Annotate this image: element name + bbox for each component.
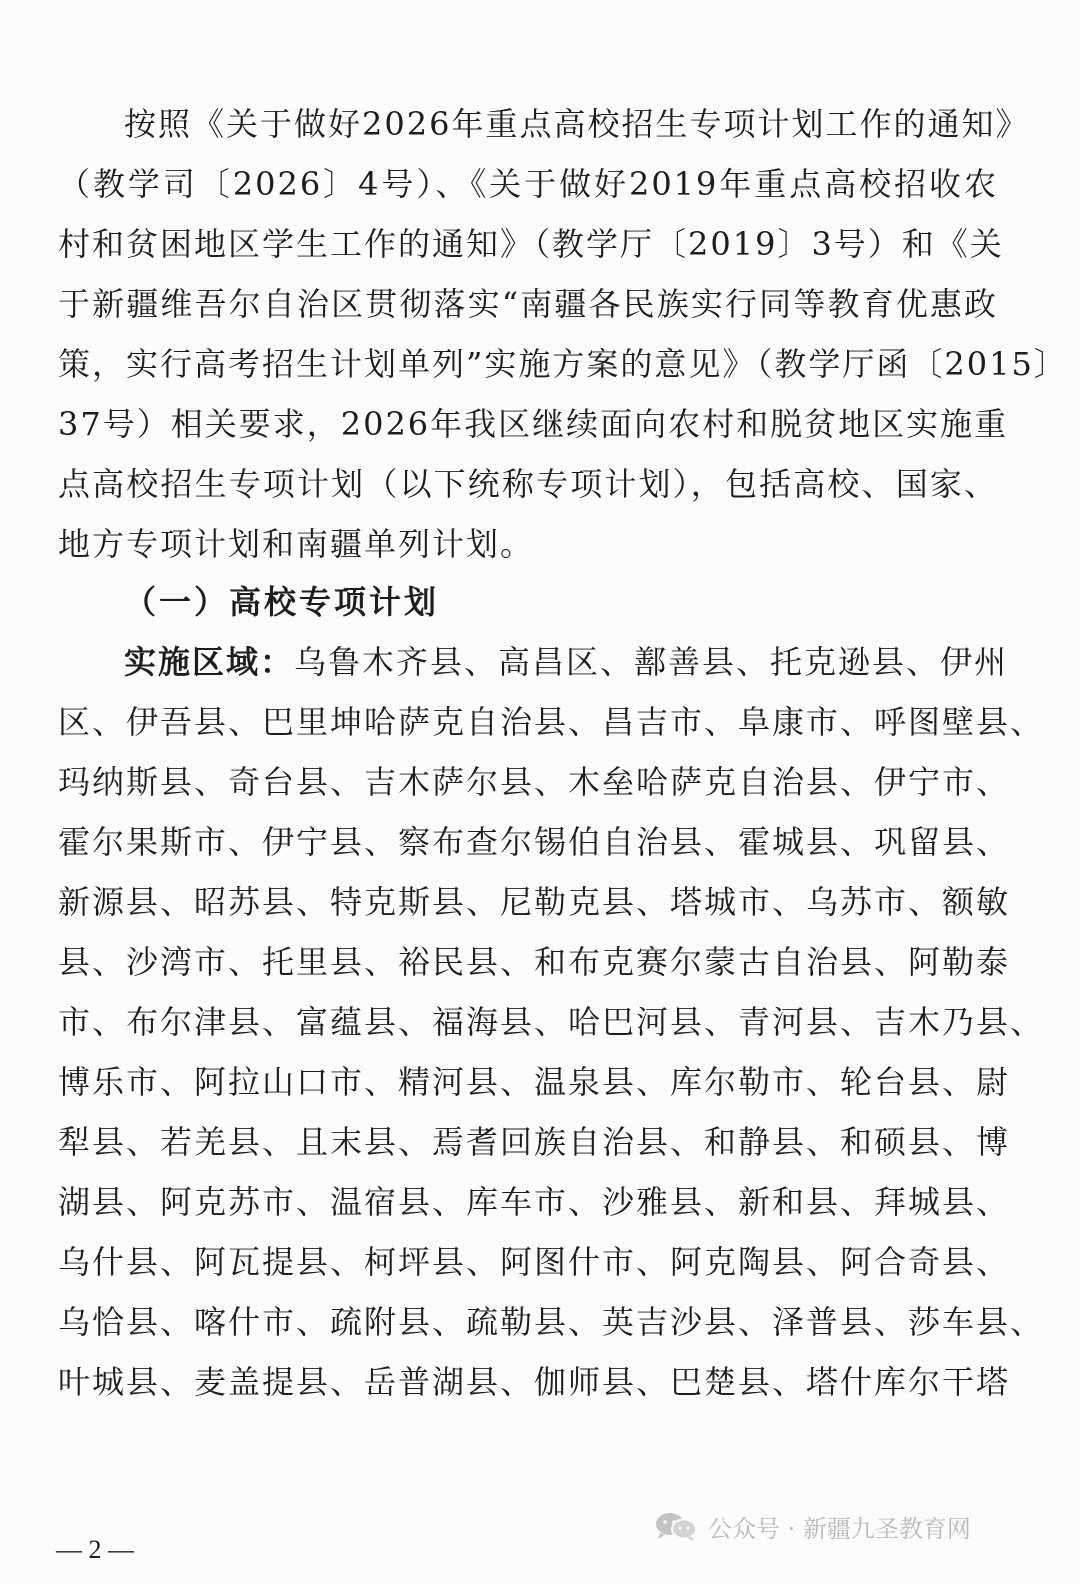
section-heading: （一）高校专项计划 xyxy=(124,583,440,621)
paragraph-line: 于新疆维吾尔自治区贯彻落实“南疆各民族实行同等教育优惠政 xyxy=(58,285,998,323)
paragraph-line: 村和贫困地区学生工作的通知》（教学厅〔2019〕3号）和《关 xyxy=(58,225,1004,263)
paragraph-line: 湖县、阿克苏市、温宿县、库车市、沙雅县、新和县、拜城县、 xyxy=(58,1183,1011,1221)
paragraph-line: 玛纳斯县、奇台县、吉木萨尔县、木垒哈萨克自治县、伊宁市、 xyxy=(58,763,1011,801)
paragraph-line: 37号）相关要求，2026年我区继续面向农村和脱贫地区实施重 xyxy=(58,405,1009,443)
paragraph-line: 县、沙湾市、托里县、裕民县、和布克赛尔蒙古自治县、阿勒泰 xyxy=(58,943,1011,981)
paragraph-line: 犁县、若羌县、且末县、焉耆回族自治县、和静县、和硕县、博 xyxy=(58,1123,1011,1161)
paragraph-line: 市、布尔津县、富蕴县、福海县、哈巴河县、青河县、吉木乃县、 xyxy=(58,1003,1045,1041)
paragraph-line: 按照《关于做好2026年重点高校招生专项计划工作的通知》 xyxy=(124,105,1030,143)
paragraph-line: 地方专项计划和南疆单列计划。 xyxy=(58,525,535,563)
watermark-text: 公众号 · 新疆九圣教育网 xyxy=(708,1514,971,1543)
paragraph-text: 乌鲁木齐县、高昌区、鄯善县、托克逊县、伊州 xyxy=(294,643,1009,681)
paragraph-line: 霍尔果斯市、伊宁县、察布查尔锡伯自治县、霍城县、巩留县、 xyxy=(58,823,1011,861)
paragraph-line: 叶城县、麦盖提县、岳普湖县、伽师县、巴楚县、塔什库尔干塔 xyxy=(58,1363,1011,1401)
paragraph-line: 区、伊吾县、巴里坤哈萨克自治县、昌吉市、阜康市、呼图壁县、 xyxy=(58,703,1045,741)
watermark xyxy=(654,1506,971,1546)
paragraph-line: 乌什县、阿瓦提县、柯坪县、阿图什市、阿克陶县、阿合奇县、 xyxy=(58,1243,1011,1281)
paragraph-line xyxy=(124,632,1009,692)
paragraph-line: 博乐市、阿拉山口市、精河县、温泉县、库尔勒市、轮台县、尉 xyxy=(58,1063,1011,1101)
page-number: — 2 — xyxy=(56,1535,134,1564)
field-label: 实施区域： xyxy=(124,643,295,681)
paragraph-line: 乌恰县、喀什市、疏附县、疏勒县、英吉沙县、泽普县、莎车县、 xyxy=(58,1303,1045,1341)
paragraph-line: （教学司〔2026〕4号）、《关于做好2019年重点高校招收农 xyxy=(58,165,998,203)
wechat-icon xyxy=(654,1510,698,1542)
paragraph-line: 点高校招生专项计划（以下统称专项计划），包括高校、国家、 xyxy=(58,465,998,503)
paragraph-line: 策，实行高考招生计划单列”实施方案的意见》（教学厅函〔2015〕 xyxy=(58,345,1068,383)
paragraph-line: 新源县、昭苏县、特克斯县、尼勒克县、塔城市、乌苏市、额敏 xyxy=(58,883,1011,921)
